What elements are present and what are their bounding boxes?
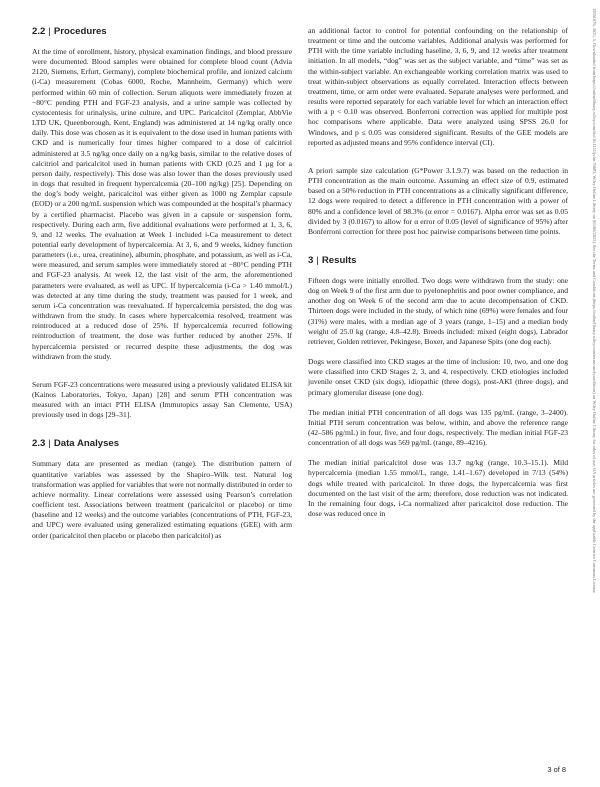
- section-title: Results: [321, 254, 357, 266]
- right-column: [308, 26, 568, 529]
- page-number: 3 of 8: [547, 765, 566, 774]
- paragraph-procedures-1: At the time of enrollment, history, physical examination findings, and blood pressure were documented. Blood samples were obtained for complete blood count (Advia 2120, Siemens, Erfurt, Germany), complete biochemical profile, and ionized calcium (i-Ca) measurement (Cobas 6000, Roche, Mannheim, Germany) which were performed within 60 min of collection. Serum aliquots were immediately frozen at −80°C pending PTH and FGF-23 analysis, and a urine sample was collected by cystocentesis for urinalysis, urine culture, and UPC. Paricalcitol (Zemplar, AbbVie LTD UK, Queenborough, Kent, England) was administered at 14 ng/kg orally once daily. This dose was chosen as it is equivalent to the dose used in human patients with CKD and is numerically four times higher compared to a dose of calcitriol administered at 3.5 ng/kg once daily on a ng/kg basis, similar to the relative doses of calcitriol and paricalcitol used in human patients with CKD (0.25 and 1 μg for a person daily, respectively). This dose was also lower than the doses previously used in dogs that resulted in frequent hypercalcemia (20–100 ng/kg) [25]. Depending on the dog’s body weight, paricalcitol was either given as 1000 ng Zemplar capsule (EOD) or a 200 ng/mL suspension which was compounded at the hospital’s pharmacy by a certified pharmacist. Placebo was given in a capsule or suspension form, respectively. During each arm, five additional evaluations were performed at 1, 3, 6, 9, and 12 weeks. The evaluation at Week 1 included i-Ca measurement to detect potential early development of hypercalcemia. At 3, 6, and 9 weeks, kidney function parameters (i.e., urea, creatinine), albumin, phosphate, and potassium, as well as i-Ca, were measured, and serum samples were immediately stored at −80°C pending PTH and FGF-23 analysis. At week 12, the last visit of the arm, the aforementioned parameters were evaluated, as well as UPC. If hypercalcemia (i-Ca > 1.40 mmol/L) was detected at any time during the study, treatment was paused for 1 week, and serum i-Ca concentration was reevaluated. If hypercalcemia persisted, the dog was withdrawn from the study. In cases where hypercalcemia resolved, treatment was reintroduced at a reduced dose of 25%. If hypercalcemia recurred following reintroduction of treatment, the dose was further reduced by another 25%. If hypercalcemia persisted or recurred despite these adjustments, the dog was withdrawn from the study.: [32, 47, 292, 361]
- section-number: 2.2: [32, 26, 46, 37]
- section-separator: |: [48, 438, 51, 450]
- section-separator: |: [316, 254, 319, 266]
- section-separator: |: [48, 26, 51, 37]
- paragraph-results-1: Fifteen dogs were initially enrolled. Two dogs were withdrawn from the study: one dog on Week 9 of the first arm due to pyelonephritis and poor owner compliance, and another dog on Week 6 of the second arm due to acute decompensation of CKD. Thirteen dogs were included in the study, of which nine (69%) were females and four (31%) were males, with a median age of 3 years (range, 1–15) and a median body weight of 25.0 kg (range, 4.8–42.8). Breeds included: mixed (eight dogs), Labrador retriever, Golden retriever, Pekingese, Boxer, and Japanese Spits (one dog each).: [308, 275, 568, 346]
- paragraph-results-3: The median initial PTH concentration of all dogs was 135 pg/mL (range, 3–2400). Initial PTH serum concentration was below, within, and above the reference range (42–586 pg/mL) in four, five, and four dogs, respectively. The median initial FGF-23 concentration of all dogs was 569 pg/mL (range, 89–4216).: [308, 407, 568, 448]
- paragraph-results-4: The median initial paricalcitol dose was 13.7 ng/kg (range, 10.3–15.1). Mild hypercalcemia (median 1.55 mmol/L, range, 1.41–1.67) developed in 7/13 (54%) dogs while treated with paricalcitol. In three dogs, the hypercalcemia was first documented on the last visit of the arm; therefore, dose reduction was not indicated. In the remaining four dogs, i-Ca normalized after paricalcitol dose reduction. The dose was reduced once in: [308, 458, 568, 519]
- section-number: 3: [308, 254, 314, 266]
- paragraph-results-2: Dogs were classified into CKD stages at the time of inclusion: 10, two, and one dog were classified into CKD Stages 2, 3, and 4, respectively. CKD etiologies included juvenile onset CKD (six dogs), idiopathic (three dogs), post-AKI (three dogs), and primary glomerular disease (one dog).: [308, 357, 568, 397]
- paragraph-procedures-2: Serum FGF-23 concentrations were measured using a previously validated ELISA kit (Kainos Laboratories, Tokyo, Japan) [28] and serum PTH concentration was measured with an intact PTH ELISA (Immutopics assay San Clemente, USA) previously used in dogs [29–31].: [32, 379, 292, 420]
- download-notice-sidebar: 19391676, 2025, 5, Downloaded from https://onlinelibrary.wiley.com/doi/10.1111/jvim.70083, Wiley Online Library on [05/06/2025]. See the Terms and Conditions (https://onlinelibrary.wiley.com/terms-and-conditions) on Wiley Online Library for rules of use; OA articles are governed by the applicable Creative Commons License: [592, 8, 597, 593]
- section-title: Procedures: [53, 26, 107, 37]
- left-column: [32, 26, 292, 551]
- paragraph-analyses-2: an additional factor to control for potential confounding on the relationship of treatment or time and the outcome variables. Additional analysis was performed for PTH with the time variable including baseline, 3, 6, 9, and 12 weeks after treatment initiation. In all models, “dog” was set as the subject variable, and “time” was set as the within-subject variable. An exchangeable working correlation matrix was used to treat within-subject observations as equally correlated. Interaction effects between treatment, time, or arm order were evaluated. Separate analyses were performed, and results were reported separately for each variable level for which an interaction effect with a p < 0.10 was observed. Bonferroni correction was applied for multiple post hoc comparisons where applicable. Data were analyzed using SPSS 26.0 for Windows, and p ≤ 0.05 was considered significant. Results of the GEE models are reported as adjusted means and 95% confidence interval (CI).: [308, 26, 568, 147]
- section-number: 2.3: [32, 438, 46, 450]
- section-heading-procedures: [32, 26, 292, 38]
- section-title: Data Analyses: [53, 438, 120, 450]
- section-heading-data-analyses: [32, 438, 292, 450]
- section-heading-results: [308, 255, 568, 267]
- paragraph-sample-size: A priori sample size calculation (G*Power 3.1.9.7) was based on the reduction in PTH concentration as the main outcome. Assuming an effect size of 0.9, estimated based on a 50% reduction in PTH concentrations as a clinically significant difference, 12 dogs were required to detect a difference in PTH concentration with a power of 80% and a confidence level of 98.3% (α error = 0.0167). Alpha error was set as 0.05 divided by 3 (0.0167) to allow for α error of 0.05 (level of significance of 95%) after Bonferroni correction for three post hoc pairwise comparisons between time points.: [308, 165, 568, 236]
- paragraph-analyses-1: Summary data are presented as median (range). The distribution pattern of quantitative variables was assessed by the Shapiro–Wilk test. Natural log transformation was applied for variables that were not normally distributed in order to achieve normality. Linear correlations were assessed using Pearson’s correlation coefficient test. Associations between treatment (paricalcitol or placebo) or time (baseline and 12 weeks) and the outcome variables (concentrations of PTH, FGF-23, and UPC) were evaluated using generalized estimating equations (GEE) with arm order (paricalcitol then placebo or placebo then paricalcitol) as: [32, 459, 292, 540]
